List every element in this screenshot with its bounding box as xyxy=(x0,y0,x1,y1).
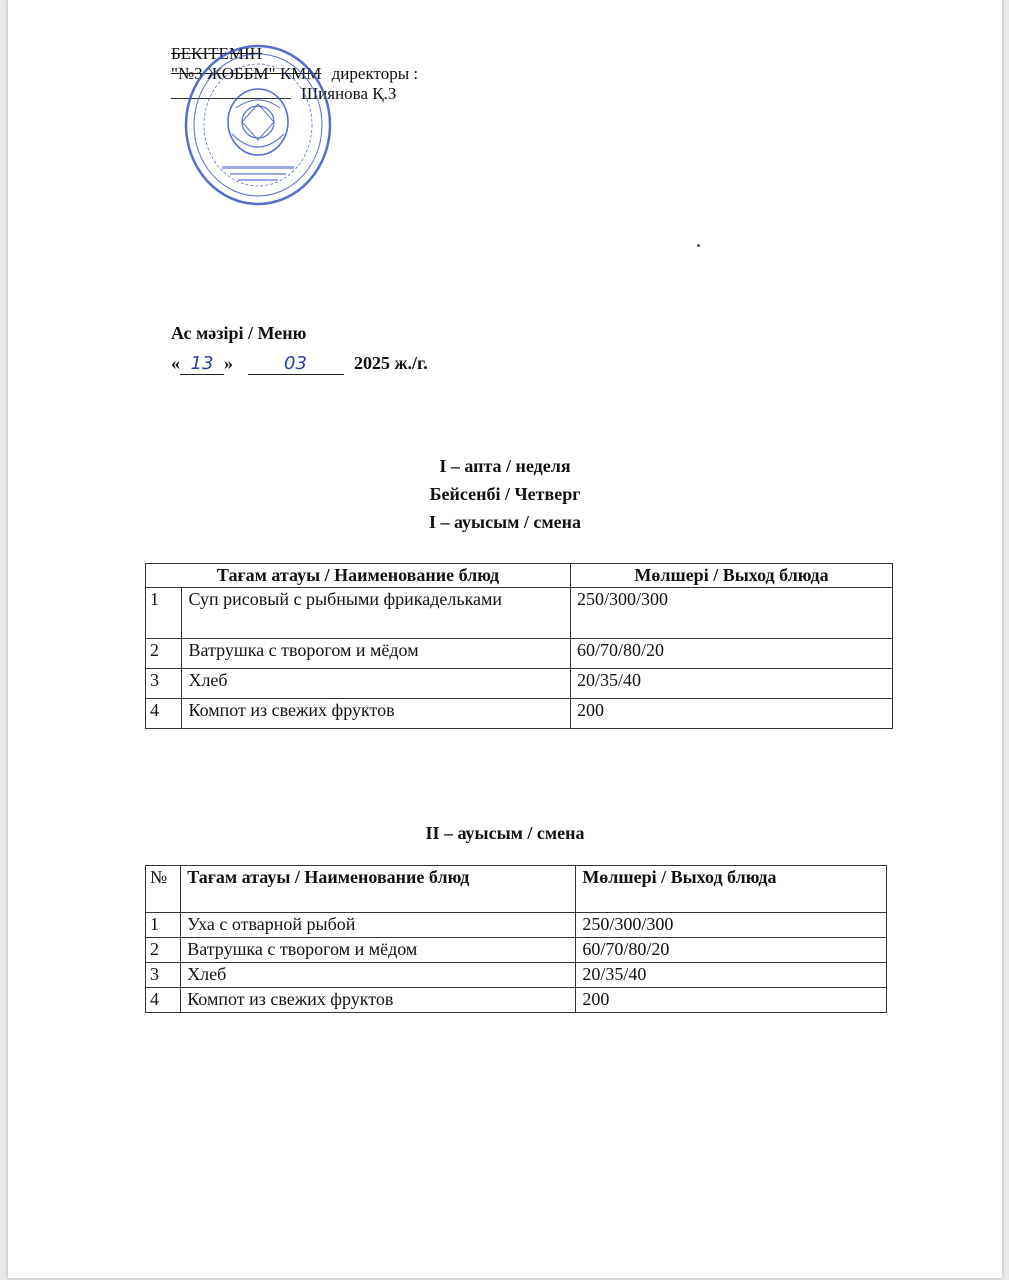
table-row xyxy=(146,913,887,938)
table-row xyxy=(146,988,887,1013)
col-header-dish: Тағам атауы / Наименование блюд xyxy=(146,564,571,588)
approval-title: БЕКІТЕМІН xyxy=(171,44,262,63)
row-amount: 200 xyxy=(571,699,893,729)
row-number: 3 xyxy=(146,669,182,699)
shift2-heading xyxy=(8,819,1002,847)
week-day-heading xyxy=(8,452,1002,536)
date-close-quote: » xyxy=(224,353,233,373)
date-year: 2025 ж./г. xyxy=(354,353,428,373)
menu-table-shift2 xyxy=(145,865,887,1013)
row-dish: Суп рисовый с рыбными фрикадельками xyxy=(182,588,571,639)
document-page xyxy=(8,0,1002,1278)
row-dish: Ватрушка с творогом и мёдом xyxy=(182,639,571,669)
date-open-quote: « xyxy=(171,353,180,373)
table-row xyxy=(146,963,887,988)
table-row xyxy=(146,588,893,639)
row-dish: Хлеб xyxy=(182,669,571,699)
row-number: 2 xyxy=(146,639,182,669)
row-amount: 200 xyxy=(576,988,887,1013)
approval-org: "№3 ЖОББМ" КММ xyxy=(171,64,322,83)
table-header-row xyxy=(146,866,887,913)
col-header-number: № xyxy=(146,866,181,913)
day-label: Бейсенбі / Четверг xyxy=(429,484,581,504)
row-dish: Ватрушка с творогом и мёдом xyxy=(181,938,576,963)
official-seal-icon xyxy=(182,42,334,208)
scan-speck xyxy=(697,244,700,247)
approval-director: Шиянова Қ.З xyxy=(301,84,397,103)
row-number: 3 xyxy=(146,963,181,988)
row-amount: 20/35/40 xyxy=(576,963,887,988)
row-number: 1 xyxy=(146,913,181,938)
row-number: 2 xyxy=(146,938,181,963)
col-header-amount: Мөлшері / Выход блюда xyxy=(571,564,893,588)
table-row xyxy=(146,669,893,699)
row-number: 4 xyxy=(146,699,182,729)
table-row xyxy=(146,699,893,729)
shift2-label: II – ауысым / смена xyxy=(425,823,585,843)
menu-date xyxy=(171,348,428,378)
row-amount: 250/300/300 xyxy=(571,588,893,639)
table-row xyxy=(146,938,887,963)
table-header-row xyxy=(146,564,893,588)
col-header-amount: Мөлшері / Выход блюда xyxy=(576,866,887,913)
row-amount: 250/300/300 xyxy=(576,913,887,938)
row-number: 4 xyxy=(146,988,181,1013)
week-label: I – апта / неделя xyxy=(439,456,571,476)
shift1-label: I – ауысым / смена xyxy=(428,512,582,532)
col-header-dish: Тағам атауы / Наименование блюд xyxy=(181,866,576,913)
row-dish: Уха с отварной рыбой xyxy=(181,913,576,938)
table-row xyxy=(146,639,893,669)
menu-title: Ас мәзірі / Меню xyxy=(171,323,307,343)
row-amount: 60/70/80/20 xyxy=(571,639,893,669)
row-number: 1 xyxy=(146,588,182,639)
row-amount: 60/70/80/20 xyxy=(576,938,887,963)
date-month: 03 xyxy=(248,354,344,375)
approval-position: директоры : xyxy=(331,64,419,83)
menu-table-shift1 xyxy=(145,563,893,729)
date-day: 13 xyxy=(180,354,224,375)
row-dish: Хлеб xyxy=(181,963,576,988)
row-amount: 20/35/40 xyxy=(571,669,893,699)
row-dish: Компот из свежих фруктов xyxy=(182,699,571,729)
row-dish: Компот из свежих фруктов xyxy=(181,988,576,1013)
menu-heading-block xyxy=(171,318,428,378)
